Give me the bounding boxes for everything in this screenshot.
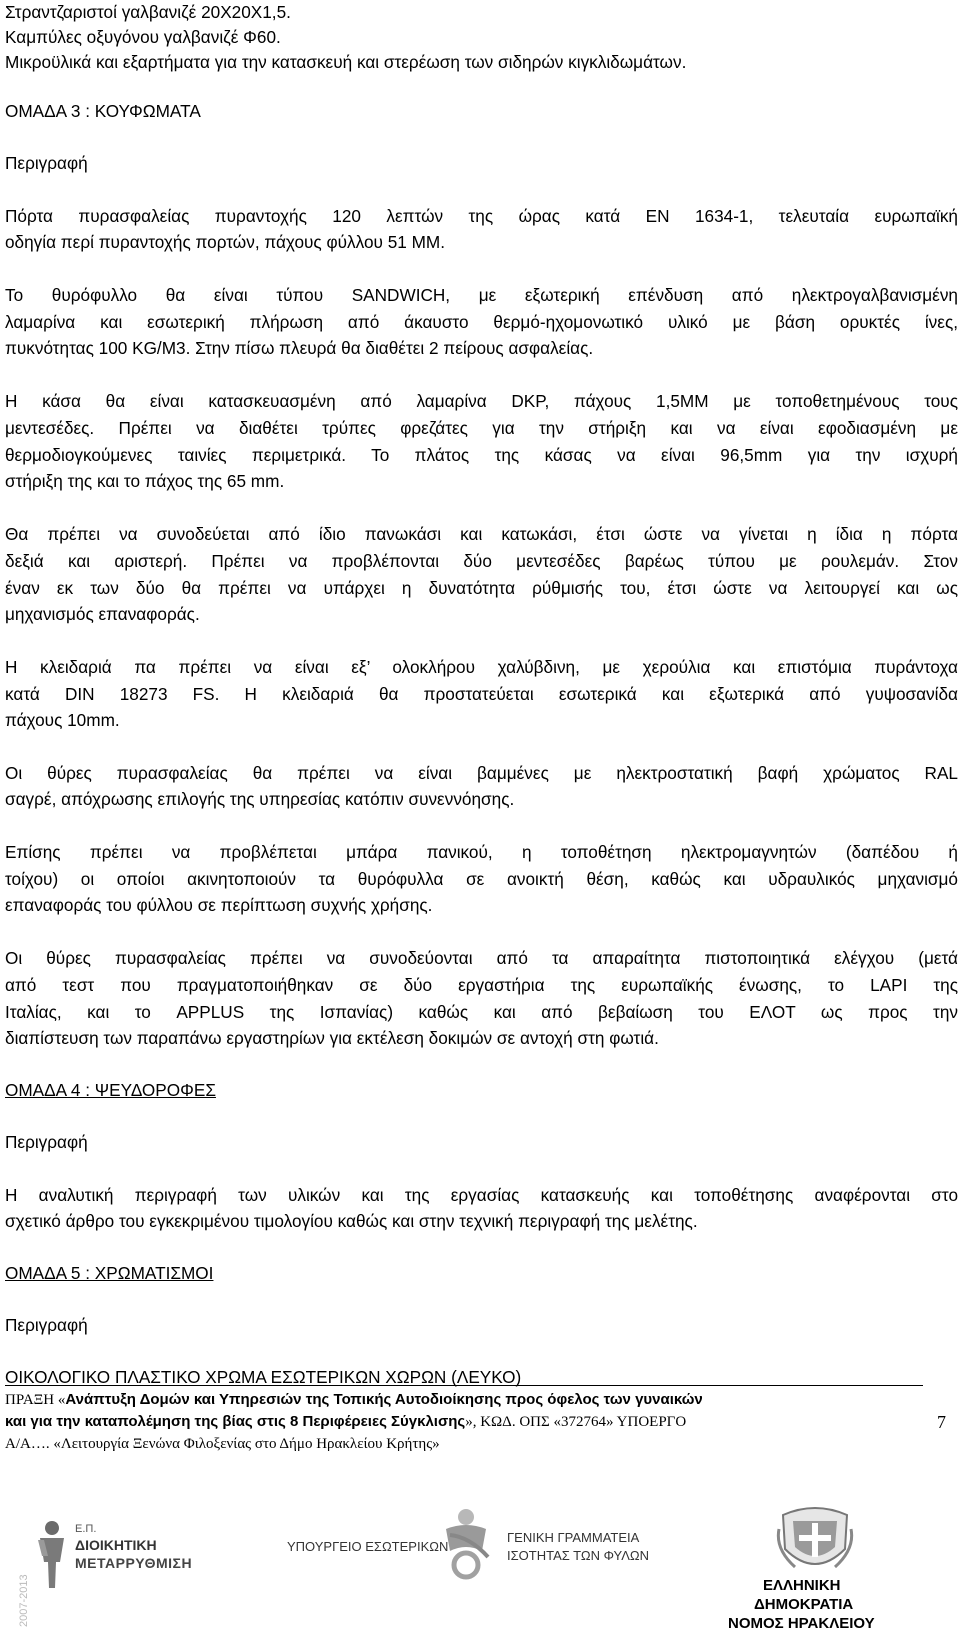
intro-line: Καμπύλες οξυγόνου γαλβανιζέ Φ60. [5,27,281,47]
text-line: μεντεσέδες. Πρέπει να διαθέτει τρύπες φρεζάτες για την στήριξη και να είναι εφοδιασμένη με [5,418,958,438]
coat-of-arms-icon [775,1505,855,1577]
gsgg-line-1: ΓΕΝΙΚΗ ΓΡΑΜΜΑΤΕΙΑ [507,1530,640,1545]
text-line: Το θυρόφυλλο θα είναι τύπου SANDWICH, με εξωτερική επένδυση από ηλεκτρογαλβανισμένη [5,285,958,305]
ep-small: Ε.Π. [75,1523,97,1535]
text-line: Πόρτα πυρασφαλείας πυραντοχής 120 λεπτών της ώρας κατά EN 1634-1, τελευταία ευρωπαϊκή [5,206,958,226]
text-line: πάχους 10mm. [5,710,120,730]
section-subtitle: Περιγραφή [5,153,88,173]
gr-line-3: ΝΟΜΟΣ ΗΡΑΚΛΕΙΟΥ [728,1615,875,1632]
section-subtitle: Περιγραφή [5,1132,88,1152]
text-line: έναν εκ των δύο θα πρέπει να υπάρχει η δυνατότητα ρύθμισής του, έτσι ώστε να λειτουργεί και ως [5,578,958,598]
text-line: Η κάσα θα είναι κατασκευασμένη από λαμαρίνα DKP, πάχους 1,5ΜΜ με τοποθετημένους τους [5,391,958,411]
intro-line: Στραντζαριστοί γαλβανιζέ 20Χ20Χ1,5. [5,2,291,22]
text-line: Οι θύρες πυρασφαλείας πρέπει να συνοδεύονται από τα απαραίτητα πιστοποιητικά ελέγχου (μετά [5,948,958,968]
text-line: δεξιά και αριστερή. Πρέπει να προβλέπονται δύο μεντεσέδες βαρέως τύπου με ρουλεμάν. Στον [5,551,958,571]
text-line: κατά DIN 18273 FS. Η κλειδαριά θα προστατεύεται εσωτερικά και εξωτερικά από γυψοσανίδα [5,684,958,704]
gender-equality-icon [436,1507,500,1591]
logo-strip [0,1505,960,1633]
footer-project-title-cont: και για την καταπολέμηση της βίας στις 8 Περιφέρειες Σύγκλισης [5,1413,466,1430]
section-title-group4: ΟΜΑΔΑ 4 : ΨΕΥΔΟΡΟΦΕΣ [5,1080,216,1100]
intro-line: Μικροϋλικά και εξαρτήματα για την κατασκευή και στερέωση των σιδηρών κιγκλιδωμάτων. [5,52,687,72]
text-line: Επίσης πρέπει να προβλέπεται μπάρα πανικού, η τοποθέτηση ηλεκτρομαγνητών (δαπέδου ή [5,842,958,862]
footer-line [5,1413,686,1431]
ep-person-icon [36,1520,68,1590]
text-line: στήριξη της και το πάχος της 65 mm. [5,471,285,491]
section-title-group5: ΟΜΑΔΑ 5 : ΧΡΩΜΑΤΙΣΜΟΙ [5,1263,214,1283]
gsgg-line-2: ΙΣΟΤΗΤΑΣ ΤΩΝ ΦΥΛΩΝ [507,1548,650,1563]
gr-line-2: ΔΗΜΟΚΡΑΤΙΑ [754,1596,854,1613]
footer-line: Α/Α…. «Λειτουργία Ξενώνα Φιλοξενίας στο Δήμο Ηρακλείου Κρήτης» [5,1436,440,1452]
ep-years: 2007-2013 [18,1574,30,1627]
ep-title-1: ΔΙΟΙΚΗΤΙΚΗ [75,1537,157,1553]
text-line: Ιταλίας, και το APPLUS της Ισπανίας) καθώς και από βεβαίωση του ΕΛΟΤ ως προς την [5,1002,958,1022]
section-subtitle: Περιγραφή [5,1315,88,1335]
text-line: οδηγία περί πυραντοχής πορτών, πάχους φύλλου 51 ΜΜ. [5,232,445,252]
text-line: πυκνότητας 100 KG/M3. Στην πίσω πλευρά θα διαθέτει 2 πείρους ασφαλείας. [5,338,594,358]
text-line: Οι θύρες πυρασφαλείας θα πρέπει να είναι βαμμένες με ηλεκτροστατική βαφή χρώματος RAL [5,763,958,783]
page-number: 7 [937,1412,946,1432]
text-line: σαγρέ, απόχρωσης επιλογής της υπηρεσίας κατόπιν συνεννόησης. [5,789,515,809]
footer-prefix: ΠΡΑΞΗ « [5,1392,66,1408]
ep-title-2: ΜΕΤΑΡΡΥΘΜΙΣΗ [75,1555,193,1571]
gr-line-1: ΕΛΛΗΝΙΚΗ [763,1577,841,1594]
text-line: θερμοδιογκούμενες ταινίες περιμετρικά. Το πλάτος της κάσας να είναι 96,5mm για την ισχυρή [5,445,958,465]
text-line: διαπίστευση των παραπάνω εργαστηρίων για εκτέλεση δοκιμών σε αντοχή στη φωτιά. [5,1028,659,1048]
text-line: σχετικό άρθρο του εγκεκριμένου τιμολογίου καθώς και στην τεχνική περιγραφή της μελέτης. [5,1211,698,1231]
text-line: ΟΙΚΟΛΟΓΙΚΟ ΠΛΑΣΤΙΚΟ ΧΡΩΜΑ ΕΣΩΤΕΡΙΚΩΝ ΧΩΡΩΝ (ΛΕΥΚΟ) [5,1367,522,1387]
section-title-group3: ΟΜΑΔΑ 3 : ΚΟΥΦΩΜΑΤΑ [5,101,201,121]
footer-rule [5,1385,923,1386]
text-line: Η κλειδαριά πα πρέπει να είναι εξ’ ολοκλήρου χαλύβδινη, με χερούλια και επιστόμια πυράντοχα [5,657,958,677]
text-line: Η αναλυτική περιγραφή των υλικών και της εργασίας κατασκευής και τοποθέτησης αναφέρονται στο [5,1185,958,1205]
footer-code: », ΚΩΔ. ΟΠΣ «372764» ΥΠΟΕΡΓΟ [465,1414,687,1430]
ministry-label: ΥΠΟΥΡΓΕΙΟ ΕΣΩΤΕΡΙΚΩΝ [287,1539,449,1554]
text-line: τοίχου) οι οποίοι ακινητοποιούν τα θυρόφυλλα σε ανοικτή θέση, καθώς και υδραυλικός μηχανισμό [5,869,958,889]
text-line: Θα πρέπει να συνοδεύεται από ίδιο πανωκάσι και κατωκάσι, έτσι ώστε να γίνεται η ίδια η πόρτα [5,524,958,544]
footer-line [5,1391,703,1409]
text-line: επαναφοράς του φύλλου σε περίπτωση συχνής χρήσης. [5,895,433,915]
text-line: λαμαρίνα και εσωτερική πλήρωση από άκαυστο θερμό-ηχομονωτικό υλικό με βάση ορυκτές ίνες, [5,312,958,332]
text-line: μηχανισμός επαναφοράς. [5,604,200,624]
text-line: από τεστ που πραγματοποιήθηκαν σε δύο εργαστήρια της ευρωπαϊκής ένωσης, το LAPI της [5,975,958,995]
footer-project-title: Ανάπτυξη Δομών και Υπηρεσιών της Τοπικής Αυτοδιοίκησης προς όφελος των γυναικών [65,1391,703,1408]
